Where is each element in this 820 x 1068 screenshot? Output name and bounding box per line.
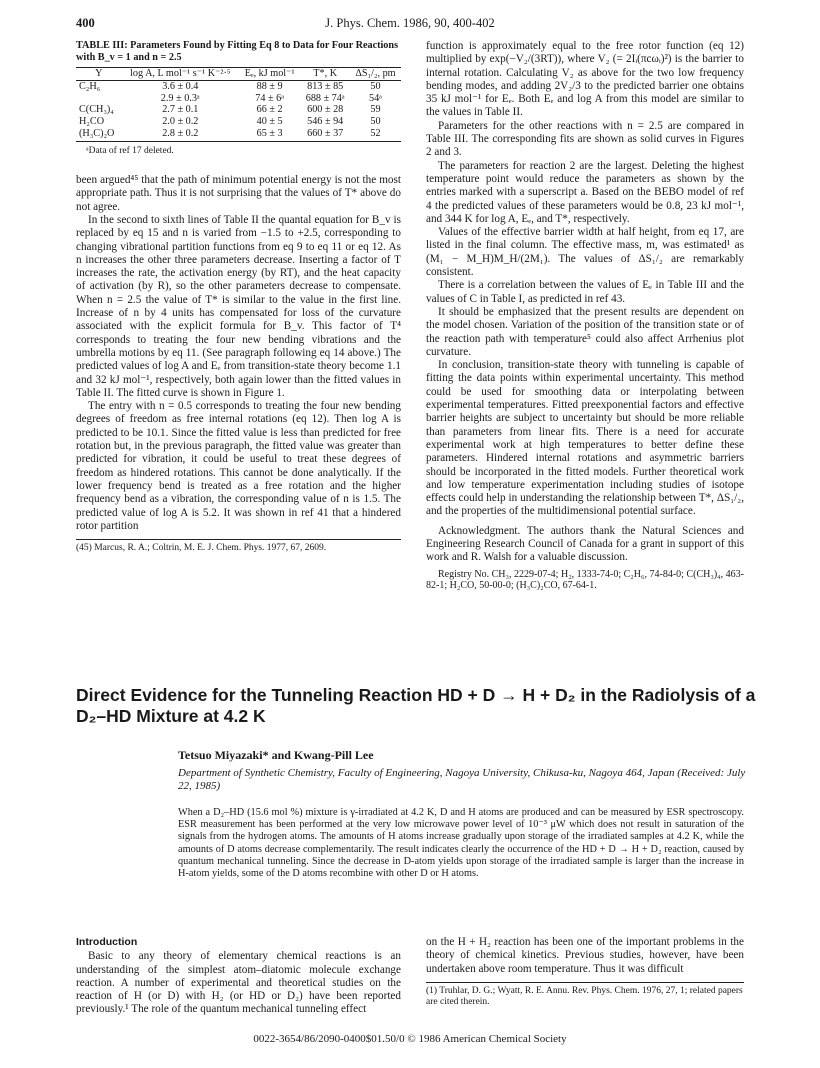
table-cell: 40 ± 5 (256, 116, 283, 128)
article-authors: Tetsuo Miyazaki* and Kwang-Pill Lee (178, 748, 374, 762)
footnote: (45) Marcus, R. A.; Coltrin, M. E. J. Chem. Phys. 1977, 67, 2609. (76, 543, 327, 554)
column-header: Eₑ, kJ mol⁻¹ (239, 68, 301, 81)
table-cell: 660 ± 37 (300, 128, 350, 141)
section-heading: Introduction (76, 936, 138, 948)
table-cell: 50 (370, 80, 381, 92)
footnote: (1) Truhlar, D. G.; Wyatt, R. E. Annu. Rev. Phys. Chem. 1976, 27, 1; related papers are cited therein. (426, 985, 743, 1007)
article-title: Direct Evidence for the Tunneling Reaction HD + D → H + D₂ in the Radiolysis of a D₂–HD Mixture at 4.2 K (76, 685, 756, 726)
table-cell: 66 ± 2 (256, 104, 283, 116)
body-paragraph: There is a correlation between the values of Eₑ in Table III and the values of C in Table I, as predicted in ref 43. (426, 279, 744, 305)
table-cell: H₂CO (79, 116, 105, 128)
body-paragraph: In the second to sixth lines of Table II the quantal equation for B_v is replaced by eq 15 and n is varied from −1.5 to +2.5, corresponding to changing vibrational partition functions from eq 9 to eq 11 or eq 12. As n increases the other three parameters decrease. Inserting a factor of T increases the rate, the activation energy (by RT), and the heat capacity of activation (by R), so the other parameters decrease to compensate. When n = 2.5 the value of T* is similar to the value in the first line. Increase of n by 4 units has compensated for loss of the curvature associated with the explicit formula for B_v. This factor of T⁴ corresponds to treating the four new bending vibrations and the umbrella motions by eq 11. (See paragraph following eq 14 above.) The predicted values of log A and Eₑ from transition-state theory become 1.1 and 32 kJ mol⁻¹, respectively, both again lower than the fitted values in Table II. The fitted curve is shown in Figure 1. (76, 213, 401, 399)
table-cell: 50 (370, 116, 381, 128)
acknowledgment: Acknowledgment. The authors thank the Natural Sciences and Engineering Research Council of Canada for a grant in support of this work and R. Walsh for a valuable discussion. (426, 524, 744, 564)
table-cell: 2.8 ± 0.2 (122, 128, 239, 141)
table-cell: C₂H₆ (79, 80, 101, 92)
table-row (76, 128, 401, 141)
table-row (76, 93, 401, 105)
column-header: Y (76, 68, 122, 81)
table-cell: 59 (370, 104, 381, 116)
table-row (76, 104, 401, 116)
table-row (76, 80, 401, 92)
registry-numbers: Registry No. CH₃, 2229-07-4; H₂, 1333-74-0; C₂H₆, 74-84-0; C(CH₃)₄, 463-82-1; H₂CO, 50-00-0; (H₃C)₂CO, 67-64-1. (426, 568, 744, 592)
parameters-table (76, 67, 401, 142)
page-number: 400 (76, 16, 95, 30)
body-paragraph: on the H + H₂ reaction has been one of the important problems in the theory of chemical kinetics. Previous studies, however, have been undertaken above room temperature. Thus it was difficult (426, 936, 744, 975)
copyright-footer: 0022-3654/86/2090-0400$01.50/0 © 1986 American Chemical Society (253, 1033, 567, 1045)
body-paragraph: It should be emphasized that the present results are dependent on the model chosen. Variation of the position of the transition state or of the reaction path with temperature⁵ could also affect Arrhenius plot curvature. (426, 305, 744, 358)
body-paragraph: been argued⁴⁵ that the path of minimum potential energy is not the most appropriate path. Thus it is not surprising that the values of T* above do not agree. (76, 174, 401, 213)
introduction-right (426, 936, 744, 1008)
table-footnote: ᵃData of ref 17 deleted. (86, 145, 174, 156)
table-cell: 3.6 ± 0.4 (162, 80, 199, 92)
table-cell: 65 ± 3 (239, 128, 301, 141)
table-cell: 546 ± 94 (307, 116, 344, 128)
running-head (76, 16, 744, 32)
table-cell: 74 ± 6ᵃ (255, 92, 285, 104)
body-paragraph: In conclusion, transition-state theory with tunneling is capable of fitting the data points within experimental uncertainty. This method could be used for smoothing data or interpolating between experimental temperatures. Fitted preexponential factors and effective barrier heights are subject to uncertainty but should be more reliable than parameters from linear fits. There is a need for accurate experimental work at high temperatures to better define these parameters. Hindered internal rotations and asymmetric barriers should be incorporated in the fitted models. Further theoretical work and low temperature experimentation including studies of isotope effects could help in understanding the relationship between T*, ΔS₁/₂, and the properties of the multidimensional potential surface. (426, 359, 744, 518)
table-cell: 688 ± 74ᵃ (305, 92, 345, 104)
journal-citation: J. Phys. Chem. 1986, 90, 400-402 (325, 16, 495, 30)
table-cell: 600 ± 28 (307, 104, 344, 116)
column-header: ΔS₁/₂, pm (350, 68, 401, 81)
column-header: log A, L mol⁻¹ s⁻¹ K⁻²·⁵ (122, 68, 239, 81)
author-affiliation: Department of Synthetic Chemistry, Faculty of Engineering, Nagoya University, Chikusa-ku, Nagoya 464, Japan (Received: July 22, 1985) (178, 767, 746, 792)
table-row (76, 116, 401, 128)
table-cell: 2.7 ± 0.1 (162, 104, 199, 116)
body-paragraph: function is approximately equal to the free rotor function (eq 12) multiplied by exp(−V₂/(3RT)), where V₂ (= 2Iᵢ(πcωᵢ)²) is the barrier to internal rotation. Calculating V₂ as above for the two low frequency bending modes, and adding 2V₂/3 to the predicted barrier one obtains 35 kJ mol⁻¹ for Eₑ. Both Eₑ and log A from this model are similar to the values in Table II. (426, 40, 744, 119)
table-cell: (H₃C)₂O (76, 128, 122, 141)
article-abstract: When a D₂–HD (15.6 mol %) mixture is γ-irradiated at 4.2 K, D and H atoms are produced and can be measured by ESR spectroscopy. ESR measurement has been performed at the very low microwave power level of 10⁻³ μW which does not result in saturation of the signals from the hydrogen atoms. The amounts of H atoms increase gradually upon storage of the irradiated samples at 4.2 K, while the amounts of D atoms decrease complementarily. The result indicates clearly the occurrence of the HD + D → H + D₂ reaction, caused by quantum mechanical tunneling. Since the decrease in D-atom yields upon storage of the irradiated sample is larger than the increase in H-atom yields, some of the D atoms recombine with other D or H atoms. (178, 807, 744, 880)
table-cell: 52 (350, 128, 401, 141)
left-column (76, 40, 401, 554)
table-cell: 88 ± 9 (256, 80, 283, 92)
body-paragraph: Basic to any theory of elementary chemical reactions is an understanding of the simplest atom–diatomic molecule exchange reaction. A number of experimental and theoretical studies on the reaction of H (or D) with H₂ (or HD or D₂) have been reported previously.¹ The role of the quantum mechanical tunneling effect (76, 950, 401, 1016)
right-column (426, 40, 744, 592)
body-paragraph: The parameters for reaction 2 are the largest. Deleting the highest temperature point would reduce the parameters as shown by the entries marked with a superscript a. Based on the BEBO model of ref 4 the predicted values of these parameters would be 0.8, 23 kJ mol⁻¹, and 344 K for log A, Eₑ, and T*, respectively. (426, 159, 744, 225)
table-cell: 2.9 ± 0.3ᵃ (160, 92, 200, 104)
body-paragraph: The entry with n = 0.5 corresponds to treating the four new bending degrees of freedom as free internal rotations (eq 12). Then log A is predicted to be 10.1. Since the fitted value is less than predicted for free rotation but, in the previous paragraph, the fitted value was greater than predicted for vibration, it could be useful to treat these degrees of freedom as hindered rotations. This cannot be done analytically. If the lower frequency bend is treated as a free rotation and the higher frequency bend as a vibration, the corresponding value of n is 1.5. The predicted value of log A is 5.2. It was shown in ref 41 that a hindered rotor partition (76, 400, 401, 532)
body-paragraph: Parameters for the other reactions with n = 2.5 are compared in Table III. The corresponding fits are shown as solid curves in Figures 2 and 3. (426, 119, 744, 159)
column-header: T*, K (300, 68, 350, 81)
table-caption: TABLE III: Parameters Found by Fitting Eq 8 to Data for Four Reactions with B_v = 1 and n = 2.5 (76, 40, 399, 63)
body-paragraph: Values of the effective barrier width at half height, from eq 17, are listed in the final column. The effective mass, m, was estimated¹ as (M₁ − M_H)M_H/(2M₁). The values of ΔS₁/₂ are remarkably consistent. (426, 226, 744, 279)
table-cell (76, 93, 122, 105)
table-header-row (76, 68, 401, 81)
table-cell: 54ᵃ (368, 92, 382, 104)
introduction-left (76, 936, 401, 1017)
table-cell: 813 ± 85 (307, 80, 344, 92)
table-cell: C(CH₃)₄ (79, 104, 114, 116)
table-cell: 2.0 ± 0.2 (162, 116, 199, 128)
